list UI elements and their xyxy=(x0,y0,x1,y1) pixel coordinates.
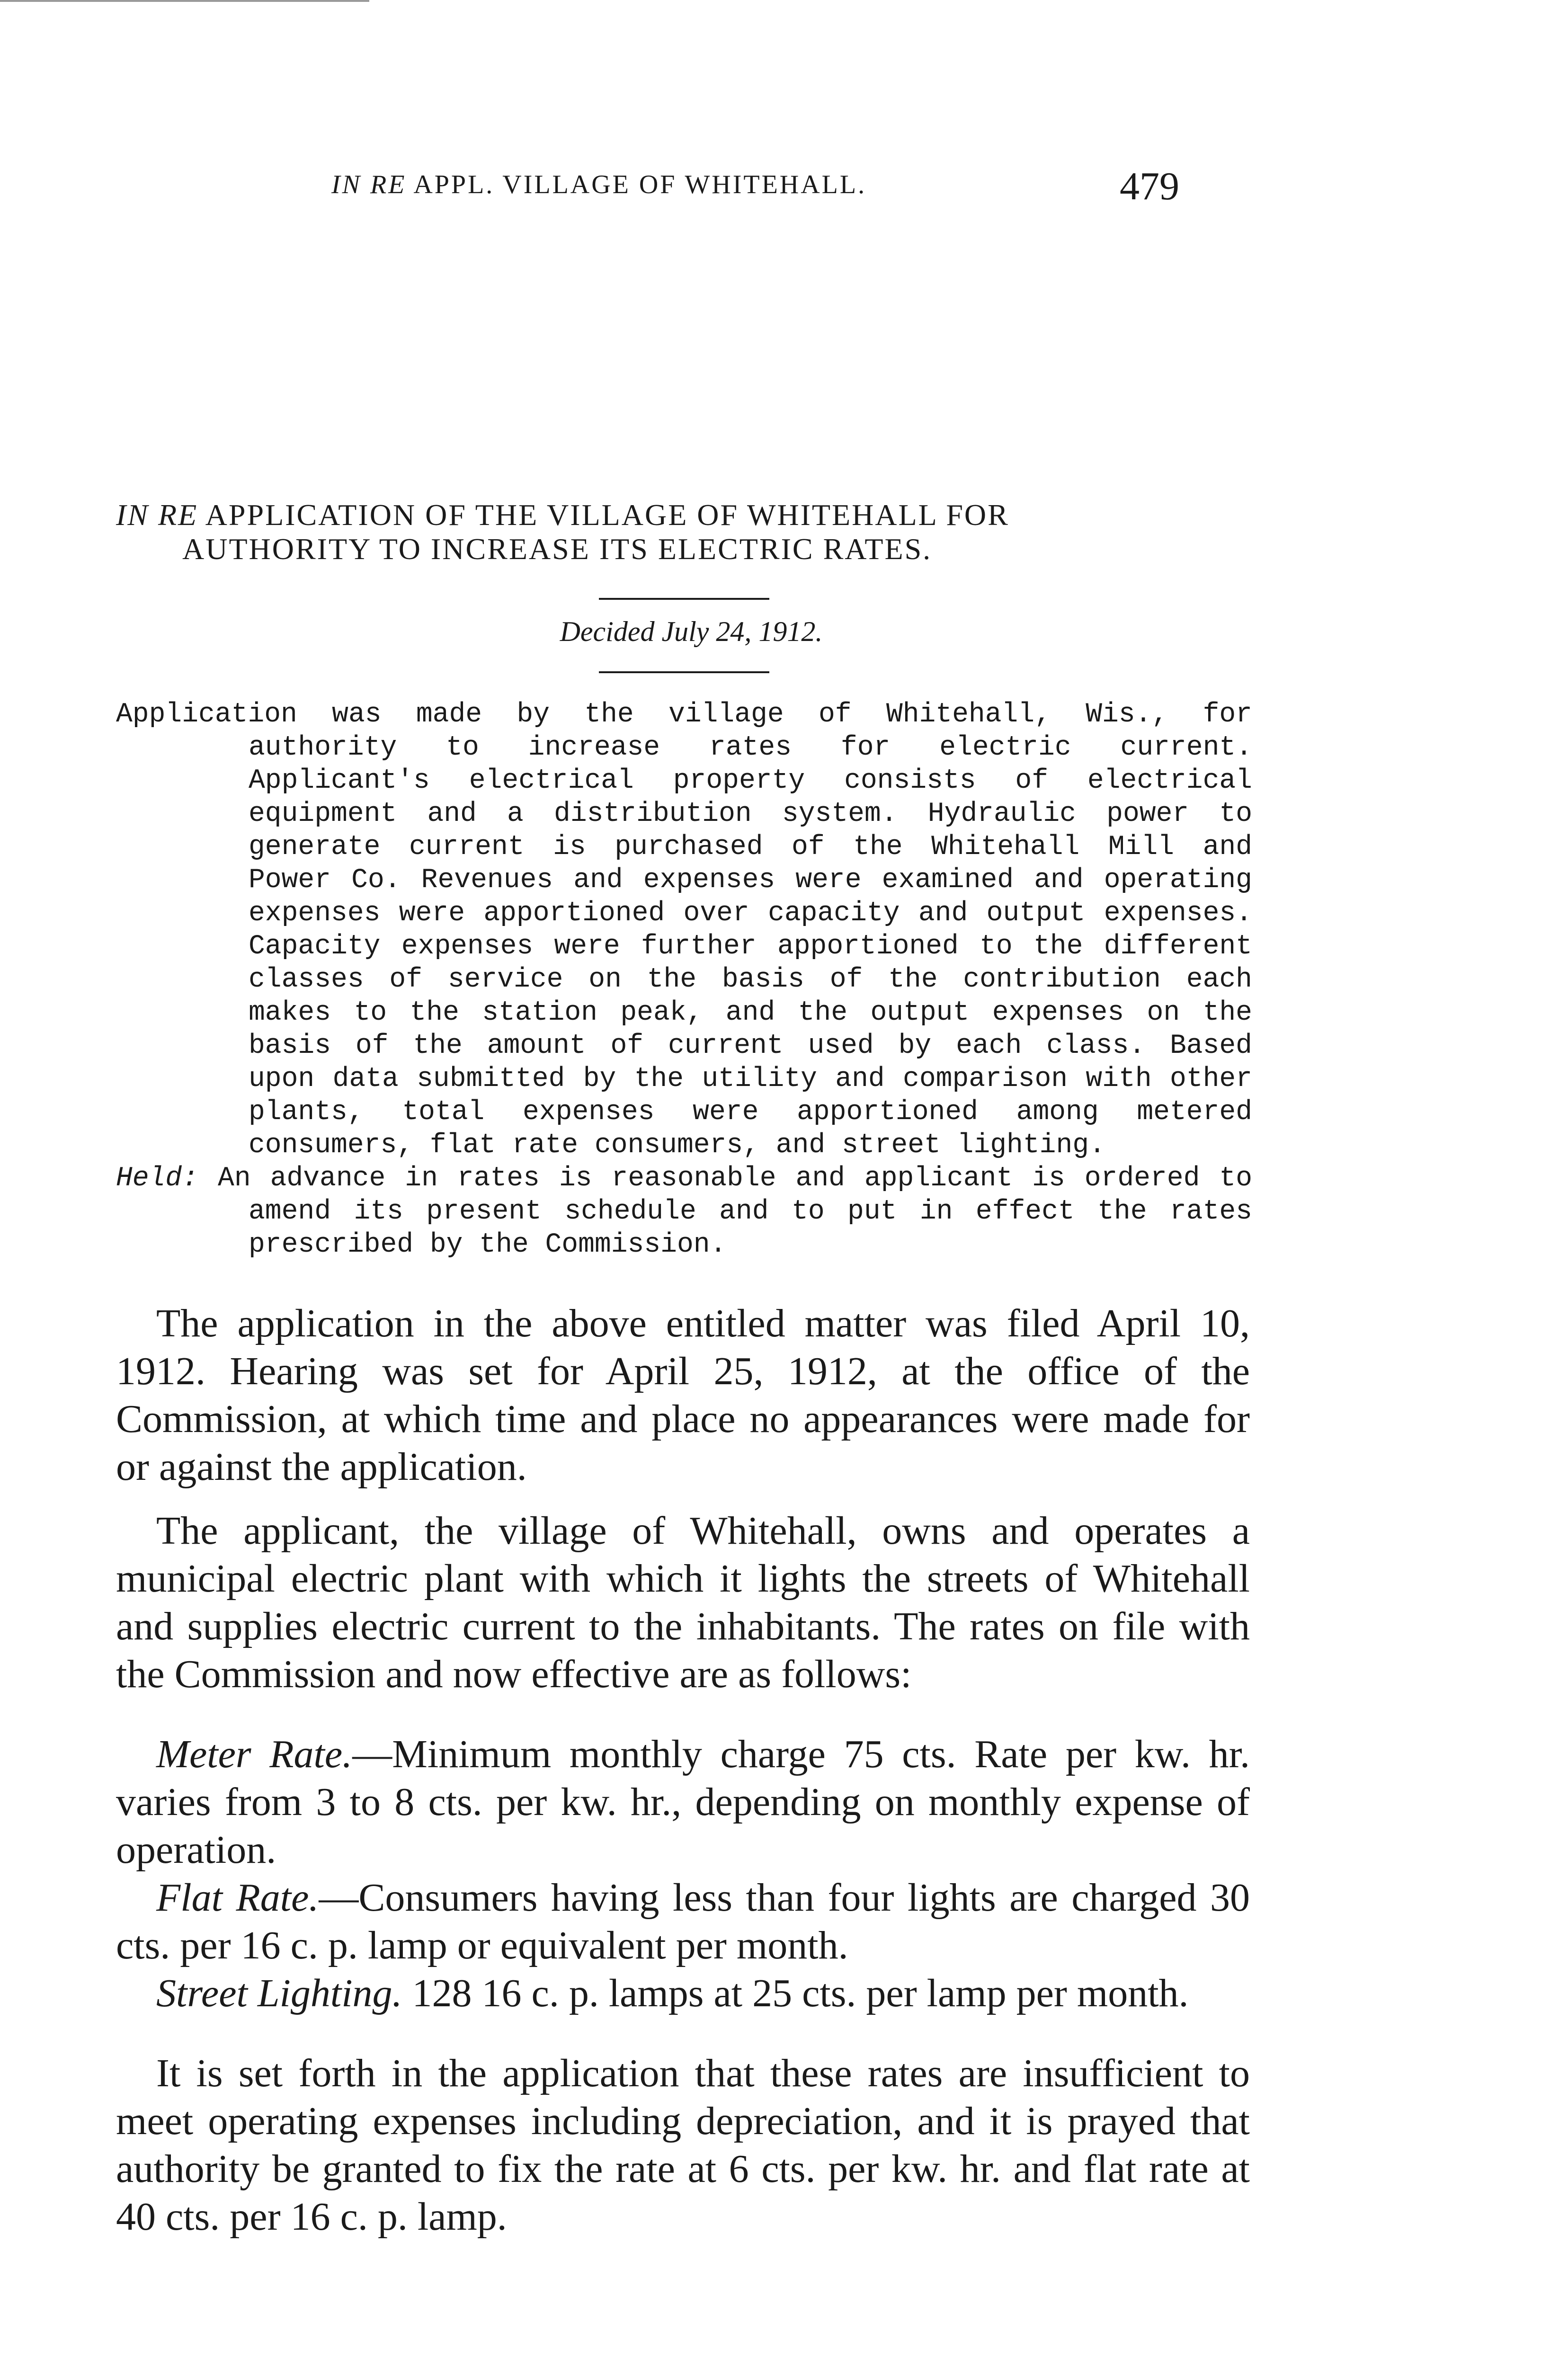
decided-date: Decided July 24, 1912. xyxy=(560,616,823,647)
held-label: Held: xyxy=(116,1163,199,1194)
running-head xyxy=(331,169,1231,200)
divider-rule-top xyxy=(599,598,769,600)
street-lighting-item xyxy=(116,1969,1250,2017)
opinion-paragraph-3: It is set forth in the application that these rates are insufficient to meet operating expenses including depreciation, and it is prayed that authority be granted to fix the rate at 6 cts. per kw. hr. and flat rate at 40 cts. per 16 c. p. lamp. xyxy=(116,2051,1250,2239)
flat-rate-text: —Consumers having less than four lights are charged 30 cts. per 16 c. p. lamp or equivalent per month. xyxy=(116,1876,1250,1967)
flat-rate-item xyxy=(116,1874,1250,1969)
opinion-body xyxy=(116,1299,1250,2241)
meter-rate-label: Meter Rate. xyxy=(156,1732,353,1776)
running-head-text: APPL. VILLAGE OF WHITEHALL. xyxy=(413,170,867,199)
held-text: An advance in rates is reasonable and applicant is ordered to amend its present schedule and to put in effect the rates prescribed by the Commission. xyxy=(218,1163,1252,1260)
running-head-italic: IN RE xyxy=(331,170,407,199)
case-title-line2: AUTHORITY TO INCREASE ITS ELECTRIC RATES. xyxy=(182,532,932,566)
case-title xyxy=(116,498,1252,566)
top-edge-rule xyxy=(0,0,369,2)
case-title-line1: APPLICATION OF THE VILLAGE OF WHITEHALL FOR xyxy=(205,498,1009,532)
meter-rate-item xyxy=(116,1730,1250,1874)
held-paragraph xyxy=(116,1162,1252,1262)
rate-schedule xyxy=(116,1730,1250,2017)
opinion-paragraph-1: The application in the above entitled matter was filed April 10, 1912. Hearing was set for April 25, 1912, at the office of the Commission, at which time and place no appearances were made for or against the application. xyxy=(116,1301,1250,1489)
syllabus-paragraph: Application was made by the village of Whitehall, Wis., for authority to increase rates for electric current. Applicant's electrical property consists of electrical equipment and a distribution system. Hydraulic power to generate current is purchased of the Whitehall Mill and Power Co. Revenues and expenses were examined and operating expenses were apportioned over capacity and output expenses. Capacity expenses were further apportioned to the different classes of service on the basis of the contribution each makes to the station peak, and the output expenses on the basis of the amount of current used by each class. Based upon data submitted by the utility and comparison with other plants, total expenses were apportioned among metered consumers, flat rate consumers, and street lighting. xyxy=(116,699,1252,1161)
case-title-italic: IN RE xyxy=(116,498,198,532)
syllabus xyxy=(116,698,1252,1262)
opinion-paragraph-2: The applicant, the village of Whitehall, owns and operates a municipal electric plant with which it lights the streets of Whitehall and supplies electric current to the inhabitants. The rates on file with the Commission and now effective are as follows: xyxy=(116,1509,1250,1696)
street-lighting-text: 128 16 c. p. lamps at 25 cts. per lamp per month. xyxy=(402,1971,1189,2015)
street-lighting-label: Street Lighting. xyxy=(156,1971,402,2015)
meter-rate-text: —Minimum monthly charge 75 cts. Rate per kw. hr. varies from 3 to 8 cts. per kw. hr., depending on monthly expense of operation. xyxy=(116,1732,1250,1872)
divider-rule-bottom xyxy=(599,671,769,673)
flat-rate-label: Flat Rate. xyxy=(156,1876,319,1920)
page-number: 479 xyxy=(1120,164,1179,208)
